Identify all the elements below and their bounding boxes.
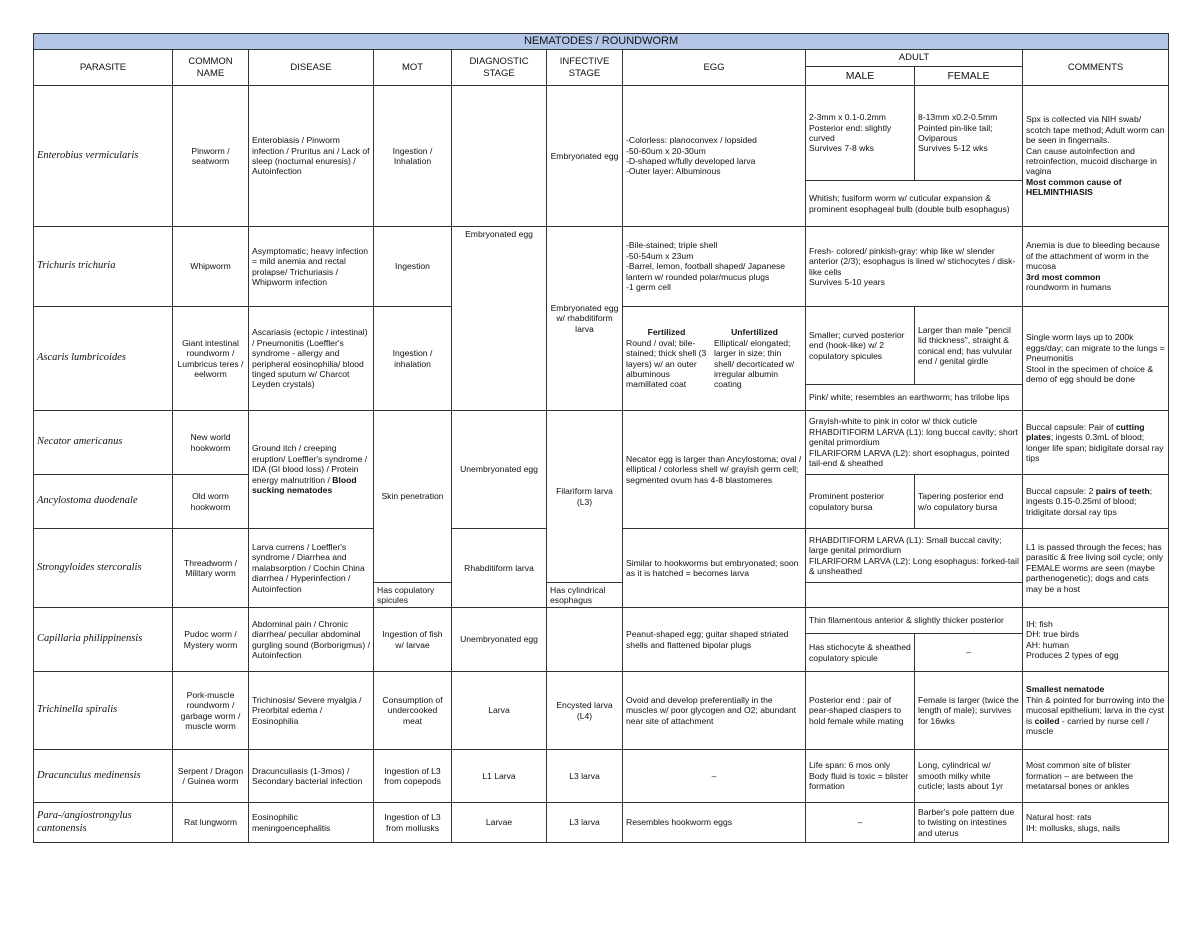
header-female: FEMALE bbox=[915, 67, 1023, 86]
infective-angiostrongylus: L3 larva bbox=[547, 803, 623, 843]
infective-enterobius: Embryonated egg bbox=[547, 86, 623, 227]
comment-highlight: Smallest nematode bbox=[1026, 684, 1105, 695]
common-angiostrongylus: Rat lungworm bbox=[173, 803, 249, 843]
header-common-name: COMMON NAME bbox=[173, 50, 249, 86]
egg-fertilized bbox=[626, 327, 707, 390]
egg-unfertilized-text: Elliptical/ elongated; larger in size; thin shell/ decorticated w/ irregular albumin coating bbox=[713, 337, 795, 390]
female-trichinella: Female is larger (twice the length of male); survives for 16wks bbox=[915, 672, 1023, 750]
header-adult: ADULT bbox=[806, 50, 1023, 67]
female-strongyloides: Has cylindrical esophagus bbox=[547, 583, 623, 608]
parasite-enterobius: Enterobius vermicularis bbox=[34, 86, 173, 227]
header-comments: COMMENTS bbox=[1023, 50, 1169, 86]
disease-trichuris: Asymptomatic; heavy infection = mild anemia and rectal prolapse/ Trichuriasis / Whipworm infection bbox=[249, 227, 374, 307]
female-enterobius: 8-13mm x0.2-0.5mm Pointed pin-like tail; Oviparous Survives 5-12 wks bbox=[915, 86, 1023, 181]
egg-dracunculus: – bbox=[623, 750, 806, 803]
adult-enterobius: Whitish; fusiform worm w/ cuticular expansion & prominent esophageal bulb (double bulb esophagus) bbox=[806, 181, 1023, 227]
parasite-capillaria: Capillaria philippinensis bbox=[34, 608, 173, 672]
header-male: MALE bbox=[806, 67, 915, 86]
parasite-trichinella: Trichinella spiralis bbox=[34, 672, 173, 750]
diag-capillaria: Unembryonated egg bbox=[452, 608, 547, 672]
comments-trichuris bbox=[1023, 227, 1169, 307]
comments-dracunculus: Most common site of blister formation – are between the metatarsal bones or ankles bbox=[1023, 750, 1169, 803]
parasite-necator: Necator americanus bbox=[34, 411, 173, 475]
adult-trichuris: Fresh- colored/ pinkish-gray: whip like w/ slender anterior (2/3); esophagus is lined w/ stichocytes / disk-like cells Survives 5-10 years bbox=[806, 227, 1023, 307]
comment-text: Spx is collected via NIH swab/ scotch tape method; Adult worm can be seen in fingernails. Can cause autoinfection and retroinfection, mucoid discharge in vagina bbox=[1026, 114, 1165, 177]
egg-trichinella: Ovoid and develop preferentially in the muscles w/ poor glycogen and O2; abundant near site of attachment bbox=[623, 672, 806, 750]
adult-strongyloides: RHABDITIFORM LARVA (L1): Small buccal cavity; large genital primordium FILARIFORM LARVA (L2): Long esophagus: forked-tail & unsheathed bbox=[806, 529, 1023, 583]
adult-capillaria: Thin filamentous anterior & slightly thicker posterior bbox=[806, 608, 1023, 634]
comments-necator bbox=[1023, 411, 1169, 475]
disease-dracunculus: Dracunculiasis (1-3mos) / Secondary bacterial infection bbox=[249, 750, 374, 803]
comments-ascaris: Single worm lays up to 200k eggs/day; can migrate to the lungs = Pneumonitis Stool in the specimen of choice & demo of egg should be done bbox=[1023, 307, 1169, 411]
male-ascaris: Smaller; curved posterior end (hook-like) w/ 2 copulatory spicules bbox=[806, 307, 915, 385]
comments-ancylostoma bbox=[1023, 475, 1169, 529]
mot-angiostrongylus: Ingestion of L3 from mollusks bbox=[374, 803, 452, 843]
comment-highlight: 3rd most common bbox=[1026, 271, 1101, 282]
comment-tail: ; ingests 0.3mL of blood; longer life span; bidigitate dorsal ray tips bbox=[1026, 432, 1164, 463]
egg-ascaris bbox=[623, 307, 806, 411]
disease-enterobius: Enterobiasis / Pinworm infection / Pruritus ani / Lack of sleep (nocturnal enuresis) / Autoinfection bbox=[249, 86, 374, 227]
parasite-strongyloides: Strongyloides stercoralis bbox=[34, 529, 173, 608]
egg-enterobius: -Colorless: planoconvex / lopsided -50-60um x 20-30um -D-shaped w/fully developed larva -Outer layer: Albuminous bbox=[623, 86, 806, 227]
disease-angiostrongylus: Eosinophilic meningoencephalitis bbox=[249, 803, 374, 843]
egg-unfertilized bbox=[714, 327, 795, 390]
disease-capillaria: Abdominal pain / Chronic diarrhea/ peculiar abdominal gurgling sound (Borborigmus) / Autoinfection bbox=[249, 608, 374, 672]
table-title: NEMATODES / ROUNDWORM bbox=[34, 34, 1169, 50]
mot-trichuris: Ingestion bbox=[374, 227, 452, 307]
comment-text: Buccal capsule: Pair of bbox=[1026, 421, 1114, 432]
infective-embryonated-rhabditiform: Embryonated egg w/ rhabditiform larva bbox=[547, 227, 623, 411]
egg-strongyloides: Similar to hookworms but embryonated; soon as it is hatched = becomes larva bbox=[623, 529, 806, 608]
disease-hookworm bbox=[249, 411, 374, 529]
header-diagnostic-stage: DIAGNOSTIC STAGE bbox=[452, 50, 547, 86]
parasite-ancylostoma: Ancylostoma duodenale bbox=[34, 475, 173, 529]
header-disease: DISEASE bbox=[249, 50, 374, 86]
male-dracunculus: Life span: 6 mos only Body fluid is toxic = blister formation bbox=[806, 750, 915, 803]
mot-dracunculus: Ingestion of L3 from copepods bbox=[374, 750, 452, 803]
male-trichinella: Posterior end : pair of pear-shaped claspers to hold female while mating bbox=[806, 672, 915, 750]
infective-dracunculus: L3 larva bbox=[547, 750, 623, 803]
diag-dracunculus: L1 Larva bbox=[452, 750, 547, 803]
common-ancylostoma: Old worm hookworm bbox=[173, 475, 249, 529]
comment-highlight: pairs of teeth bbox=[1095, 485, 1150, 496]
disease-strongyloides: Larva currens / Loeffler's syndrome / Diarrhea and malabsorption / Cochin China diarrhea / Hyperinfection / Autoinfection bbox=[249, 529, 374, 608]
adult-ascaris: Pink/ white; resembles an earthworm; has trilobe lips bbox=[806, 385, 1023, 411]
header-infective-stage: INFECTIVE STAGE bbox=[547, 50, 623, 86]
diag-trichinella: Larva bbox=[452, 672, 547, 750]
mot-trichinella: Consumption of undercooked meat bbox=[374, 672, 452, 750]
header-mot: MOT bbox=[374, 50, 452, 86]
comments-capillaria: IH: fish DH: true birds AH: human Produces 2 types of egg bbox=[1023, 608, 1169, 672]
common-necator: New world hookworm bbox=[173, 411, 249, 475]
comment-tail: roundworm in humans bbox=[1026, 282, 1112, 293]
egg-unfertilized-title: Unfertilized bbox=[731, 327, 778, 338]
disease-highlight: Blood sucking nematodes bbox=[252, 474, 357, 496]
comment-text: Anemia is due to bleeding because of the attachment of worm in the mucosa bbox=[1026, 240, 1160, 272]
female-angiostrongylus: Barber's pole pattern due to twisting on intestines and uterus bbox=[915, 803, 1023, 843]
male-angiostrongylus: – bbox=[806, 803, 915, 843]
male-strongyloides: Has copulatory spicules bbox=[374, 583, 452, 608]
infective-filariform: Filariform larva (L3) bbox=[547, 411, 623, 583]
comment-highlight-2: coiled bbox=[1034, 715, 1060, 726]
comment-text: Thin & pointed for burrowing into the mucosal epithelium; larva in the cyst is bbox=[1026, 694, 1165, 726]
common-strongyloides: Threadworm / Military worm bbox=[173, 529, 249, 608]
female-capillaria: – bbox=[915, 634, 1023, 672]
diag-enterobius bbox=[452, 86, 547, 227]
diag-hookworm: Unembryonated egg bbox=[452, 411, 547, 529]
infective-trichinella: Encysted larva (L4) bbox=[547, 672, 623, 750]
common-trichuris: Whipworm bbox=[173, 227, 249, 307]
header-egg: EGG bbox=[623, 50, 806, 86]
infective-capillaria bbox=[547, 608, 623, 672]
disease-text: Ground itch / creeping eruption/ Loeffler's syndrome / IDA (GI blood loss) / Protein energy malnutrition / bbox=[252, 443, 368, 485]
egg-hookworm: Necator egg is larger than Ancylostoma; oval / elliptical / colorless shell w/ grayish germ cell; segmented ovum has 4-8 blastomeres bbox=[623, 411, 806, 529]
parasite-trichuris: Trichuris trichuria bbox=[34, 227, 173, 307]
common-enterobius: Pinworm / seatworm bbox=[173, 86, 249, 227]
egg-fertilized-title: Fertilized bbox=[647, 327, 686, 338]
comment-tail: ; ingests 0.15-0.25ml of blood; tridigitate dorsal ray tips bbox=[1026, 485, 1153, 517]
egg-fertilized-text: Round / oval; bile-stained; thick shell (3 layers) w/ an outer albuminous mamillated coat bbox=[626, 337, 707, 390]
comments-trichinella bbox=[1023, 672, 1169, 750]
male-capillaria: Has stichocyte & sheathed copulatory spicule bbox=[806, 634, 915, 672]
mot-enterobius: Ingestion / Inhalation bbox=[374, 86, 452, 227]
mot-ascaris: Ingestion / inhalation bbox=[374, 307, 452, 411]
comments-strongyloides: L1 is passed through the feces; has parasitic & free living soil cycle; only FEMALE worms are seen (maybe parthenogenetic); dogs and cats may be a host bbox=[1023, 529, 1169, 608]
comment-text: Buccal capsule: 2 bbox=[1026, 485, 1094, 496]
parasite-ascaris: Ascaris lumbricoides bbox=[34, 307, 173, 411]
comments-angiostrongylus: Natural host: rats IH: mollusks, slugs, nails bbox=[1023, 803, 1169, 843]
common-trichinella: Pork-muscle roundworm / garbage worm / muscle worm bbox=[173, 672, 249, 750]
parasite-dracunculus: Dracunculus medinensis bbox=[34, 750, 173, 803]
male-ancylostoma: Prominent posterior copulatory bursa bbox=[806, 475, 915, 529]
female-dracunculus: Long, cylindrical w/ smooth milky white cuticle; lasts about 1yr bbox=[915, 750, 1023, 803]
header-parasite: PARASITE bbox=[34, 50, 173, 86]
egg-capillaria: Peanut-shaped egg; guitar shaped striated shells and flattened bipolar plugs bbox=[623, 608, 806, 672]
female-ancylostoma: Tapering posterior end w/o copulatory bursa bbox=[915, 475, 1023, 529]
mot-capillaria: Ingestion of fish w/ larvae bbox=[374, 608, 452, 672]
common-capillaria: Pudoc worm / Mystery worm bbox=[173, 608, 249, 672]
egg-angiostrongylus: Resembles hookworm eggs bbox=[623, 803, 806, 843]
comment-highlight: cutting plates bbox=[1026, 421, 1145, 443]
disease-trichinella: Trichinosis/ Severe myalgia / Preorbital edema / Eosinophilia bbox=[249, 672, 374, 750]
common-ascaris: Giant intestinal roundworm / Lumbricus teres / eelworm bbox=[173, 307, 249, 411]
mot-skin-penetration: Skin penetration bbox=[374, 411, 452, 583]
nematode-table bbox=[33, 33, 1169, 843]
female-ascaris: Larger than male "pencil lid thickness", straight & conical end; has vulvular end / genital girdle bbox=[915, 307, 1023, 385]
comment-tail: - carried by nurse cell / muscle bbox=[1026, 715, 1149, 737]
diag-embryonated-egg: Embryonated egg bbox=[452, 227, 547, 411]
common-dracunculus: Serpent / Dragon / Guinea worm bbox=[173, 750, 249, 803]
adult-necator: Grayish-white to pink in color w/ thick cuticle RHABDITIFORM LARVA (L1): long buccal cavity; short genital primordium FILARIFORM LARVA (L2): short esophagus, pointed tail-end & sheathed bbox=[806, 411, 1023, 475]
comments-enterobius bbox=[1023, 86, 1169, 227]
diag-angiostrongylus: Larvae bbox=[452, 803, 547, 843]
parasite-angiostrongylus: Para-/angiostrongylus cantonensis bbox=[34, 803, 173, 843]
male-enterobius: 2-3mm x 0.1-0.2mm Posterior end: slightly curved Survives 7-8 wks bbox=[806, 86, 915, 181]
egg-trichuris: -Bile-stained; triple shell -50-54um x 23um -Barrel, lemon, football shaped/ Japanese lantern w/ rounded polar/mucus plugs -1 germ cell bbox=[623, 227, 806, 307]
disease-ascaris: Ascariasis (ectopic / intestinal) / Pneumonitis (Loeffler's syndrome - allergy and peripheral eosinophilia/ blood tinged sputum w/ Charcot Leyden crystals) bbox=[249, 307, 374, 411]
diag-strongyloides: Rhabditiform larva bbox=[452, 529, 547, 608]
comment-highlight: Most common cause of HELMINTHIASIS bbox=[1026, 176, 1122, 198]
